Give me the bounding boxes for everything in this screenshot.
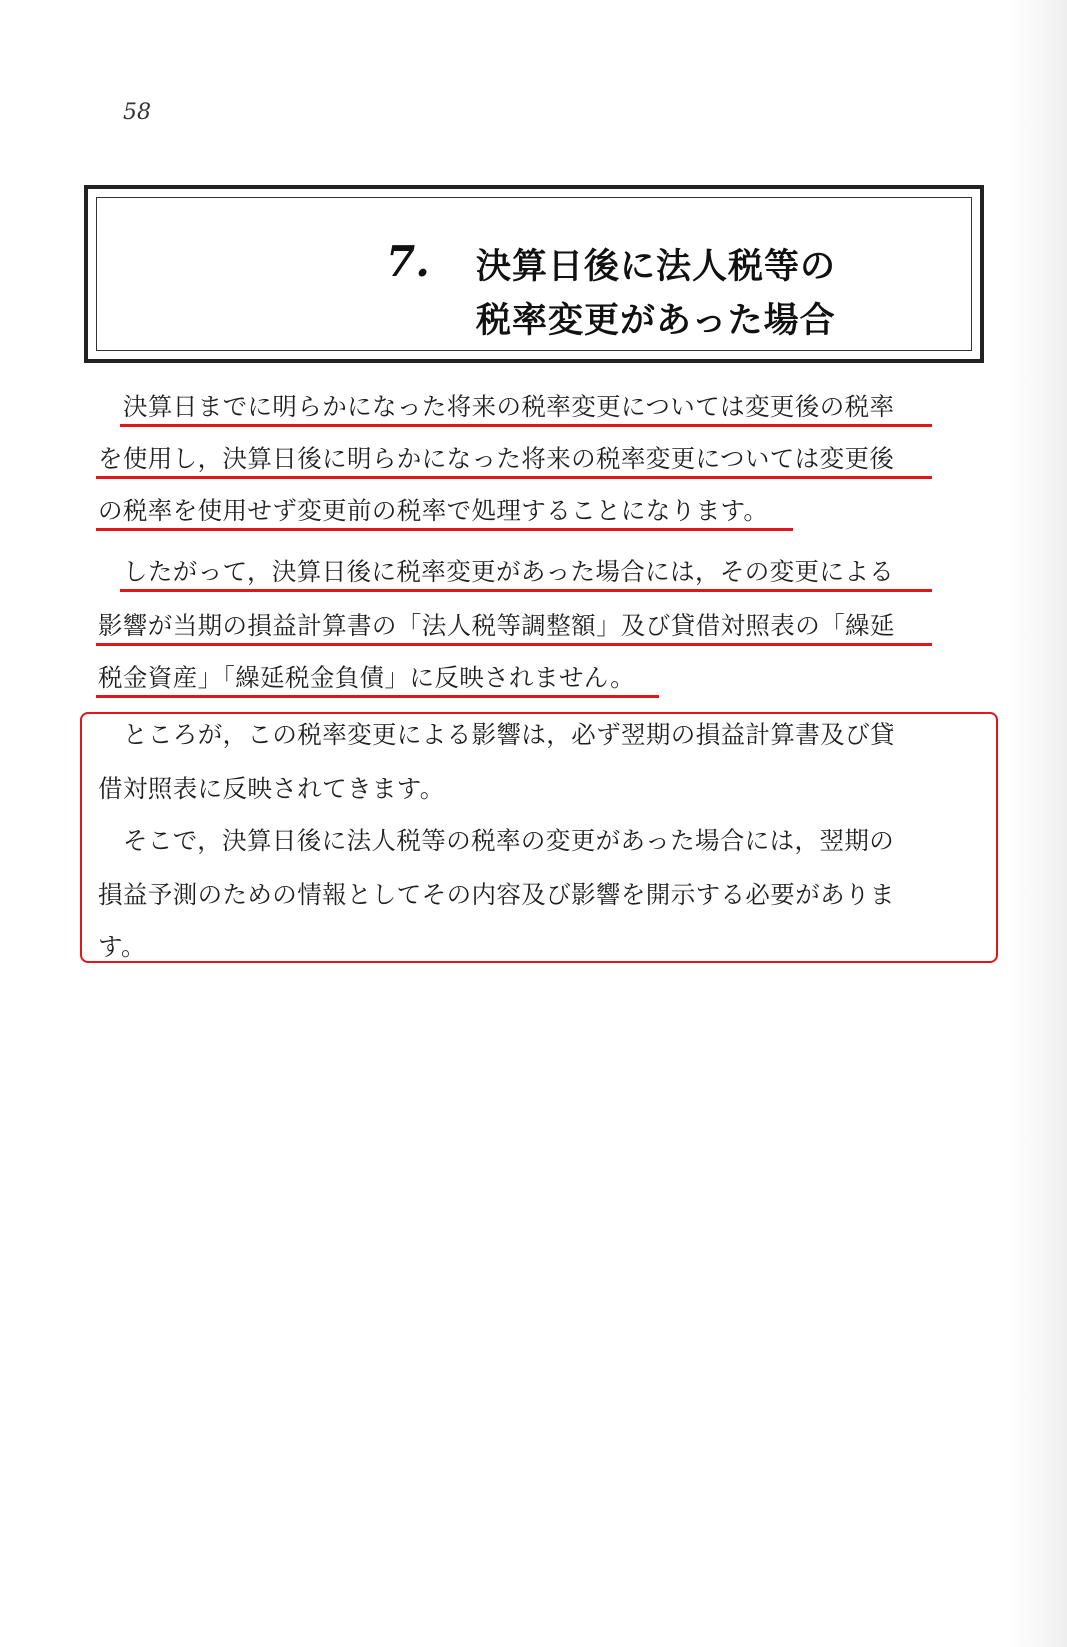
page-edge-shadow [1010, 0, 1067, 1647]
body-line-2: を使用し，決算日後に明らかになった将来の税率変更については変更後 [98, 444, 895, 473]
section-title-line-2: 税率変更があった場合 [476, 301, 836, 341]
body-line-4: したがって，決算日後に税率変更があった場合には，その変更による [123, 557, 895, 586]
red-underline-2 [96, 476, 932, 479]
body-line-3: の税率を使用せず変更前の税率で処理することになります。 [98, 496, 769, 525]
body-line-5: 影響が当期の損益計算書の「法人税等調整額」及び貸借対照表の「繰延 [98, 611, 895, 640]
body-line-10: 損益予測のための情報としてその内容及び影響を開示する必要がありま [98, 880, 895, 909]
section-title-box [84, 185, 984, 363]
section-number: 7. [386, 237, 430, 286]
body-line-11: す。 [98, 932, 146, 961]
red-underline-1 [120, 424, 932, 427]
page-number: 58 [123, 100, 151, 125]
body-line-8: 借対照表に反映されてきます。 [98, 774, 445, 803]
body-line-6: 税金資産」「繰延税金負債」に反映されません。 [98, 663, 636, 692]
body-line-7: ところが，この税率変更による影響は，必ず翌期の損益計算書及び貸 [123, 720, 895, 749]
red-underline-5 [96, 643, 932, 646]
body-line-9: そこで，決算日後に法人税等の税率の変更があった場合には，翌期の [123, 826, 895, 855]
red-underline-6 [96, 695, 659, 698]
red-underline-4 [120, 589, 932, 592]
section-title-line-1: 決算日後に法人税等の [476, 247, 837, 287]
body-line-1: 決算日までに明らかになった将来の税率変更については変更後の税率 [123, 392, 895, 421]
red-underline-3 [96, 528, 793, 531]
